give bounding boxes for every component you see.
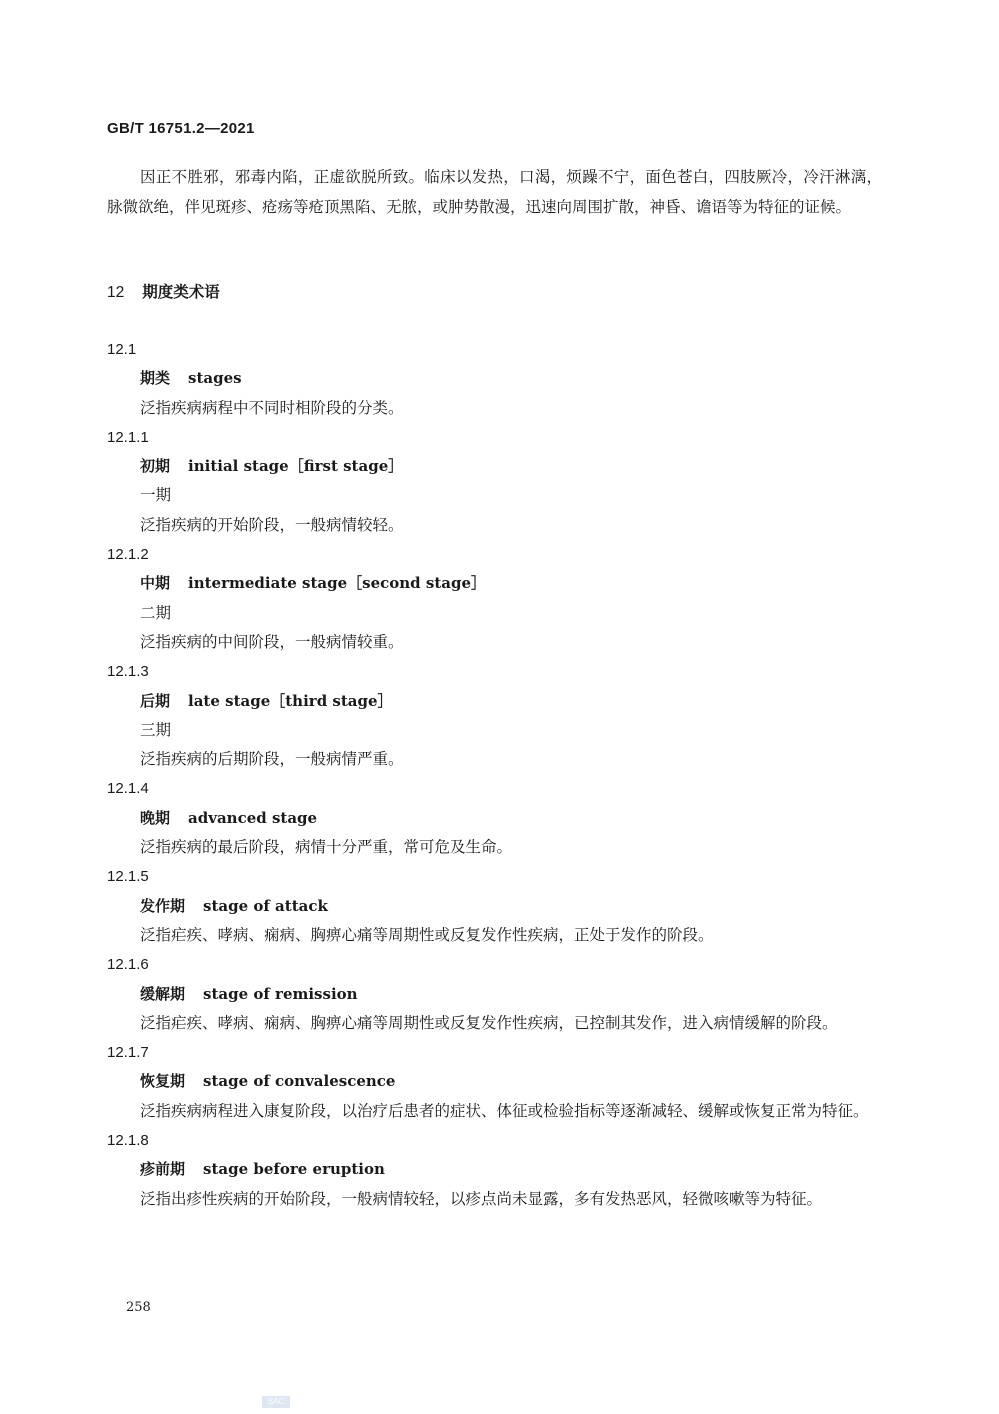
term-chinese: 初期 (140, 457, 171, 476)
term-definition: 泛指疾病的最后阶段，病情十分严重，常可危及生命。 (140, 838, 513, 857)
entry-term-heading (107, 980, 882, 1009)
section-number: 12 (107, 284, 125, 301)
intro-paragraph: 因正不胜邪，邪毒内陷，正虚欲脱所致。临床以发热，口渴，烦躁不宁，面色苍白，四肢厥冷，冷汗淋漓，脉微欲绝，伴见斑疹、疮疡等疮顶黑陷、无脓，或肿势散漫，迅速向周围扩散，神昏、谵语等为特征的证候。 (107, 168, 882, 216)
term-chinese: 缓解期 (140, 984, 186, 1003)
term-chinese: 后期 (140, 691, 171, 710)
term-definition: 泛指疾病病程进入康复阶段，以治疗后患者的症状、体征或检验指标等逐渐减轻、缓解或恢复正常为特征。 (140, 1101, 869, 1120)
term-definition: 泛指出疹性疾病的开始阶段，一般病情较轻，以疹点尚未显露，多有发热恶风，轻微咳嗽等为特征。 (140, 1189, 823, 1208)
term-definition: 泛指疾病病程中不同时相阶段的分类。 (140, 398, 404, 417)
term-chinese: 晚期 (140, 808, 171, 827)
term-english: late stage［third stage］ (188, 691, 393, 710)
section-heading (107, 280, 220, 302)
term-synonym: 二期 (140, 603, 172, 622)
entry-number: 12.1.7 (107, 1044, 149, 1062)
entry-term-heading (107, 1067, 882, 1096)
term-definition: 泛指疾病的开始阶段，一般病情较轻。 (140, 515, 404, 534)
term-chinese: 恢复期 (140, 1072, 186, 1091)
term-english: intermediate stage［second stage］ (188, 574, 487, 593)
term-entry (107, 540, 882, 657)
term-english: stage of attack (203, 896, 328, 915)
entry-number: 12.1.1 (107, 428, 149, 446)
term-entry (107, 950, 882, 1038)
term-english: advanced stage (188, 808, 318, 827)
entry-number: 12.1.8 (107, 1132, 149, 1150)
term-entry (107, 423, 882, 540)
term-entry (107, 774, 882, 862)
term-entry (107, 657, 882, 774)
entry-number: 12.1.3 (107, 663, 149, 681)
term-english: stage before eruption (203, 1160, 385, 1179)
term-entry (107, 1126, 882, 1214)
term-chinese: 疹前期 (140, 1160, 186, 1179)
term-english: stage of remission (203, 984, 358, 1003)
term-definition: 泛指疟疾、哮病、痫病、胸痹心痛等周期性或反复发作性疾病，已控制其发作，进入病情缓解的阶段。 (140, 1013, 838, 1032)
entry-term-heading (107, 804, 882, 833)
standard-code-header: GB/T 16751.2—2021 (107, 120, 255, 137)
entry-number: 12.1.2 (107, 546, 149, 564)
entry-term-heading (107, 364, 882, 393)
term-chinese: 中期 (140, 574, 171, 593)
term-entry (107, 1038, 882, 1126)
entry-number: 12.1.4 (107, 780, 149, 798)
entry-number: 12.1.5 (107, 868, 149, 886)
term-synonym: 三期 (140, 720, 172, 739)
page-number: 258 (126, 1300, 151, 1315)
term-definition: 泛指疾病的中间阶段，一般病情较重。 (140, 632, 404, 651)
term-chinese: 发作期 (140, 896, 186, 915)
term-entry (107, 335, 882, 423)
term-synonym: 一期 (140, 486, 172, 505)
entry-term-heading (107, 687, 882, 716)
entry-term-heading (107, 569, 882, 598)
term-definition: 泛指疟疾、哮病、痫病、胸痹心痛等周期性或反复发作性疾病，正处于发作的阶段。 (140, 925, 714, 944)
term-definition: 泛指疾病的后期阶段，一般病情严重。 (140, 750, 404, 769)
term-entries (107, 335, 882, 1214)
entry-number: 12.1.6 (107, 956, 149, 974)
term-chinese: 期类 (140, 369, 171, 388)
section-title: 期度类术语 (142, 284, 220, 301)
entry-term-heading (107, 452, 882, 481)
term-entry (107, 862, 882, 950)
entry-term-heading (107, 892, 882, 921)
entry-term-heading (107, 1155, 882, 1184)
term-english: stage of convalescence (203, 1072, 396, 1091)
entry-number: 12.1 (107, 341, 137, 358)
term-english: initial stage［first stage］ (188, 457, 404, 476)
term-english: stages (188, 369, 242, 388)
footer-watermark-logo: SAC (262, 1396, 290, 1408)
